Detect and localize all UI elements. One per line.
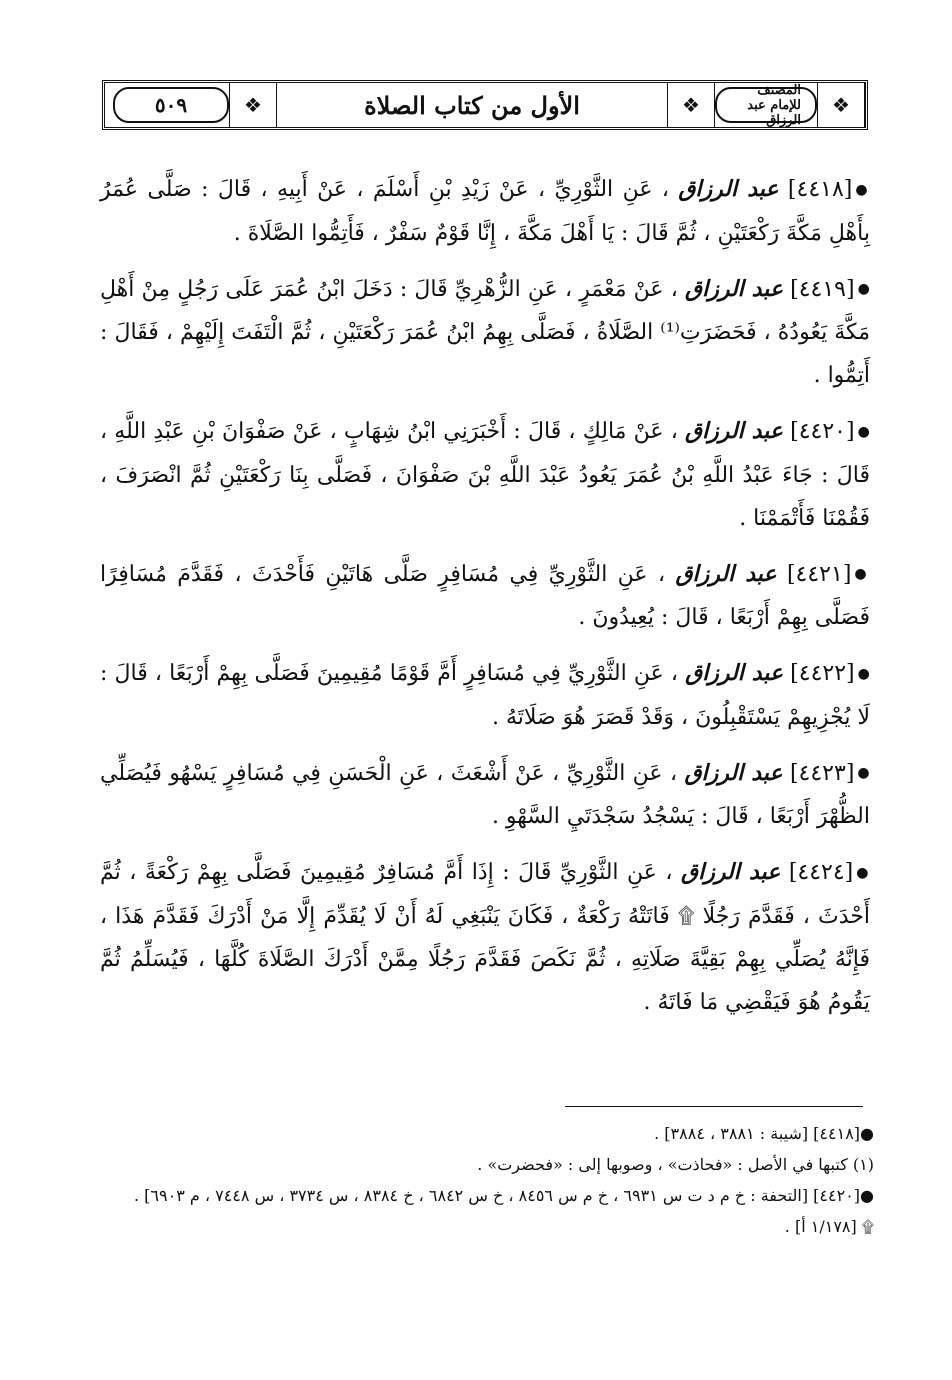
ornament-inner-left-icon: ❖ xyxy=(229,83,277,127)
hadith-entry xyxy=(100,553,870,640)
hadith-text: ، عَنِ الثَّوْرِيِّ فِي مُسَافِرٍ صَلَّى هَاتَيْنِ فَأَحْدَثَ ، فَقَدَّمَ مُسَافِرًا فَصَلَّى بِهِمْ أَرْبَعًا ، قَالَ : يُعِيدُونَ . xyxy=(100,561,870,630)
hadith-entry xyxy=(100,168,870,255)
ornament-right-icon: ❖ xyxy=(817,83,865,127)
hadith-entry xyxy=(100,410,870,540)
bullet-icon: ● xyxy=(857,665,870,682)
hadith-entry xyxy=(100,752,870,839)
bullet-icon: ● xyxy=(854,566,871,582)
hadith-number: [٤٤١٩] xyxy=(790,276,855,302)
hadith-number: [٤٤٢٣] xyxy=(789,760,855,786)
hadith-entry xyxy=(100,268,870,398)
bullet-icon: ● xyxy=(856,864,870,881)
hadith-author: عبد الرزاق xyxy=(678,176,779,202)
hadith-author: عبد الرزاق xyxy=(675,560,777,587)
hadith-author: عبد الرزاق xyxy=(684,759,783,786)
footnote-reference: ●[٤٤١٨] [شيبة : ٣٨٨١ ، ٣٨٨٤] . xyxy=(654,1124,874,1143)
hadith-text: ، عَنْ مَالِكٍ ، قَالَ : أَخْبَرَنِي ابْنُ شِهَابٍ ، عَنْ صَفْوَانَ بْنِ عَبْدِ اللَّهِ ، قَالَ : جَاءَ عَبْدُ اللَّهِ بْنُ عُمَرَ يَعُودُ عَبْدَ اللَّهِ بْنَ صَفْوَانَ ، فَصَلَّى بِنَا رَكْعَتَيْنِ ثُمَّ انْصَرَفَ ، فَقُمْنَا فَأَتْمَمْنَا . xyxy=(100,419,870,531)
hadith-number: [٤٤١٨] xyxy=(787,177,853,202)
hadith-text: ، عَنِ الثَّوْرِيِّ ، عَنْ أَشْعَثَ ، عَنِ الْحَسَنِ فِي مُسَافِرٍ يَسْهُو فَيُصَلِّي الظُّهْرَ أَرْبَعًا ، قَالَ : يَسْجُدُ سَجْدَتَيِ السَّهْوِ . xyxy=(100,760,870,829)
hadith-list xyxy=(100,168,870,1037)
bullet-icon: ● xyxy=(857,765,871,781)
page-header xyxy=(102,80,868,130)
bullet-icon: ● xyxy=(855,181,871,198)
hadith-number: [٤٤٢١] xyxy=(786,561,852,587)
hadith-number: [٤٤٢٤] xyxy=(788,860,854,885)
bullet-icon: ● xyxy=(857,281,870,297)
hadith-text: ، عَنِ الثَّوْرِيِّ فِي مُسَافِرٍ أَمَّ قَوْمًا مُقِيمِينَ فَصَلَّى بِهِمْ أَرْبَعًا ، قَالَ : لَا يُجْزِيهِمْ يَسْتَقْبِلُونَ ، وَقَدْ قَصَرَ هُوَ صَلَاتَهُ . xyxy=(100,661,870,730)
hadith-entry xyxy=(100,851,870,1024)
chapter-title: الأول من كتاب الصلاة xyxy=(364,90,580,120)
hadith-author: عبد الرزاق xyxy=(685,660,784,686)
footnote-reference: ●[٤٤٢٠] [التحفة : خ م د ت س ٦٩٣١ ، خ م س ٨٤٥٦ ، خ س ٦٨٤٢ ، خ ٨٣٨٤ ، س ٣٧٣٤ ، س ٧٤٤٨ ، م ٦٩٠٣] . xyxy=(133,1186,874,1205)
hadith-author: عبد الرزاق xyxy=(685,275,783,302)
hadith-text: ، عَنِ الثَّوْرِيِّ قَالَ : إِذَا أَمَّ مُسَافِرٌ مُقِيمِينَ فَصَلَّى بِهِمْ رَكْعَةً ، ثُمَّ أَحْدَثَ ، فَقَدَّمَ رَجُلًا ۩ فَاتَتْهُ رَكْعَةٌ ، فَكَانَ يَنْبَغِي لَهُ أَنْ لَا يُقَدِّمَ إِلَّا مَنْ أَدْرَكَ فَقَدَّمَ هَذَا ، فَإِنَّهُ يُصَلِّي بِهِمْ بَقِيَّةَ صَلَاتِهِ ، ثُمَّ نَكَصَ فَقَدَّمَ رَجُلًا مِمَّنْ أَدْرَكَ الصَّلَاةَ كُلَّهَا ، فَيُسَلِّمُ ثُمَّ يَقُومُ هُوَ فَيَقْضِي مَا فَاتَهُ . xyxy=(100,860,870,1015)
ornament-inner-right-icon: ❖ xyxy=(667,83,715,127)
hadith-author: عبد الرزاق xyxy=(681,859,781,885)
hadith-entry xyxy=(100,652,870,739)
hadith-text: ، عَنْ مَعْمَرٍ ، عَنِ الزُّهْرِيِّ قَالَ : دَخَلَ ابْنُ عُمَرَ عَلَى رَجُلٍ مِنْ أَهْلِ مَكَّةَ يَعُودُهُ ، فَحَضَرَتِ⁽¹⁾ الصَّلَاةُ ، فَصَلَّى بِهِمُ ابْنُ عُمَرَ رَكْعَتَيْنِ ، ثُمَّ الْتَفَتَ إِلَيْهِمْ ، فَقَالَ : أَتِمُّوا . xyxy=(100,276,870,388)
hadith-number: [٤٤٢٢] xyxy=(790,661,855,686)
hadith-author: عبد الرزاق xyxy=(685,418,783,444)
footnotes xyxy=(88,1118,874,1242)
hadith-number: [٤٤٢٠] xyxy=(790,419,855,444)
footnote-divider xyxy=(565,1106,863,1107)
footnote-note: (١) كتبها في الأصل : «فحاذت» ، وصوبها إلى : «فحضرت» . xyxy=(477,1155,874,1174)
book-emblem: المصنف للإمام عبد الرزاق xyxy=(715,87,817,123)
footnote-manuscript: ۩ [١/١٧٨ أ] . xyxy=(784,1217,874,1236)
bullet-icon: ● xyxy=(857,423,871,440)
hadith-text: ، عَنِ الثَّوْرِيِّ ، عَنْ زَيْدِ بْنِ أَسْلَمَ ، عَنْ أَبِيهِ ، قَالَ : صَلَّى عُمَرُ بِأَهْلِ مَكَّةَ رَكْعَتَيْنِ ، ثُمَّ قَالَ : يَا أَهْلَ مَكَّةَ ، إِنَّا قَوْمٌ سَفْرٌ ، فَأَتِمُّوا الصَّلَاةَ . xyxy=(100,177,870,246)
page-number: ٥٠٩ xyxy=(113,87,229,123)
